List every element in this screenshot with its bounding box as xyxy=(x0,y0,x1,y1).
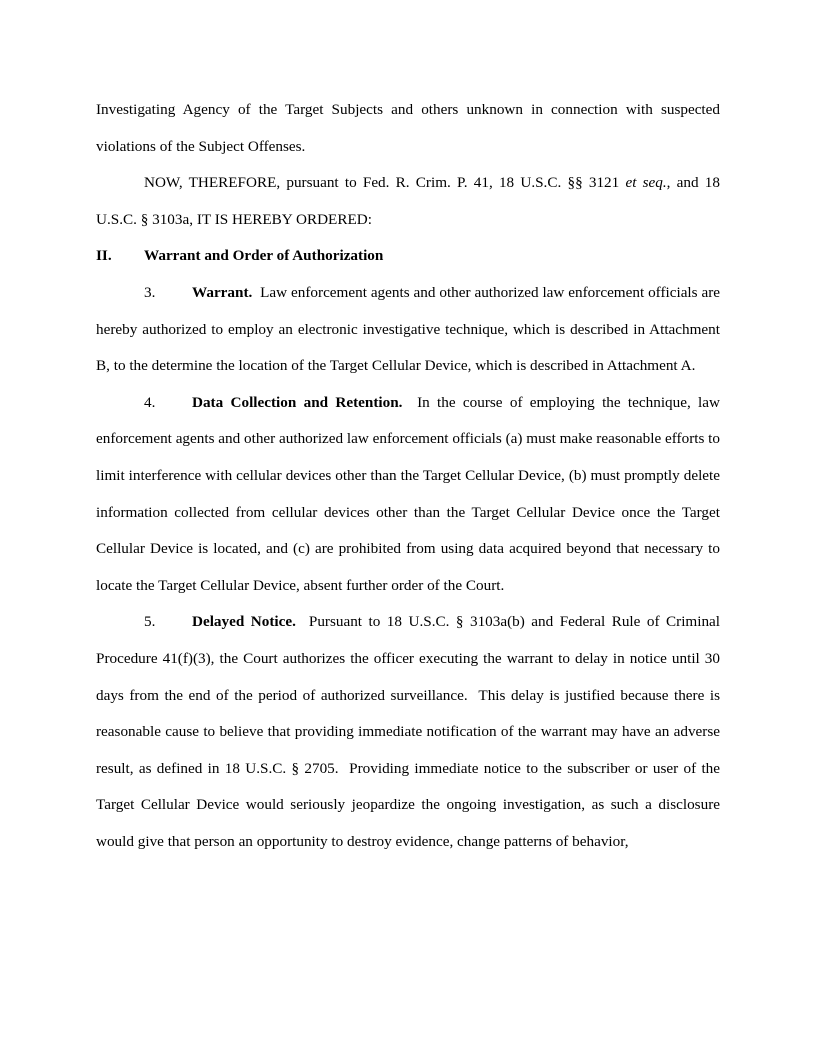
paragraph-3-title: Warrant. xyxy=(192,283,253,301)
paragraph-intro xyxy=(96,92,720,165)
paragraph-intro-text: Investigating Agency of the Target Subjects and others unknown in connection with suspected violations of the Subject Offenses. xyxy=(96,101,720,155)
paragraph-3-text: Law enforcement agents and other authorized law enforcement officials are hereby authorized to employ an electronic investigative technique, which is described in Attachment B, to the determine the location of the Target Cellular Device, which is described in Attachment A. xyxy=(96,283,720,375)
section-title: Warrant and Order of Authorization xyxy=(144,247,384,265)
paragraph-now-therefore xyxy=(96,165,720,238)
paragraph-4-number: 4. xyxy=(144,393,156,411)
paragraph-3-number: 3. xyxy=(144,283,156,301)
paragraph-5-text: Pursuant to 18 U.S.C. § 3103a(b) and Federal Rule of Criminal Procedure 41(f)(3), the Court authorizes the officer executing the warrant to delay in notice until 30 days from the end of the period of authorized surveillance. This delay is justified because there is reasonable cause to believe that providing immediate notification of the warrant may have an adverse result, as defined in 18 U.S.C. § 2705. Providing immediate notice to the subscriber or user of the Target Cellular Device would seriously jeopardize the ongoing investigation, as such a disclosure would give that person an opportunity to destroy evidence, change patterns of behavior, xyxy=(96,613,724,850)
now-therefore-italic: et seq. xyxy=(625,174,667,192)
paragraph-4 xyxy=(96,385,720,605)
paragraph-5-number: 5. xyxy=(144,613,156,631)
paragraph-5-title: Delayed Notice. xyxy=(192,613,296,631)
paragraph-3 xyxy=(96,275,720,385)
document-page xyxy=(96,92,724,860)
section-heading xyxy=(96,238,720,275)
paragraph-4-title: Data Collection and Retention. xyxy=(192,393,403,411)
paragraph-5 xyxy=(96,604,724,860)
now-therefore-text-b: , and 18 U.S.C. § 3103a, IT IS HEREBY ORDERED: xyxy=(96,174,720,228)
paragraph-4-text: In the course of employing the technique, law enforcement agents and other authorized law enforcement officials (a) must make reasonable efforts to limit interference with cellular devices other than the Target Cellular Device, (b) must promptly delete information collected from cellular devices other than the Target Cellular Device once the Target Cellular Device is located, and (c) are prohibited from using data acquired beyond that necessary to locate the Target Cellular Device, absent further order of the Court. xyxy=(96,393,720,594)
now-therefore-text-a: NOW, THEREFORE, pursuant to Fed. R. Crim. P. 41, 18 U.S.C. §§ 3121 xyxy=(144,174,626,192)
section-number: II. xyxy=(96,247,112,265)
